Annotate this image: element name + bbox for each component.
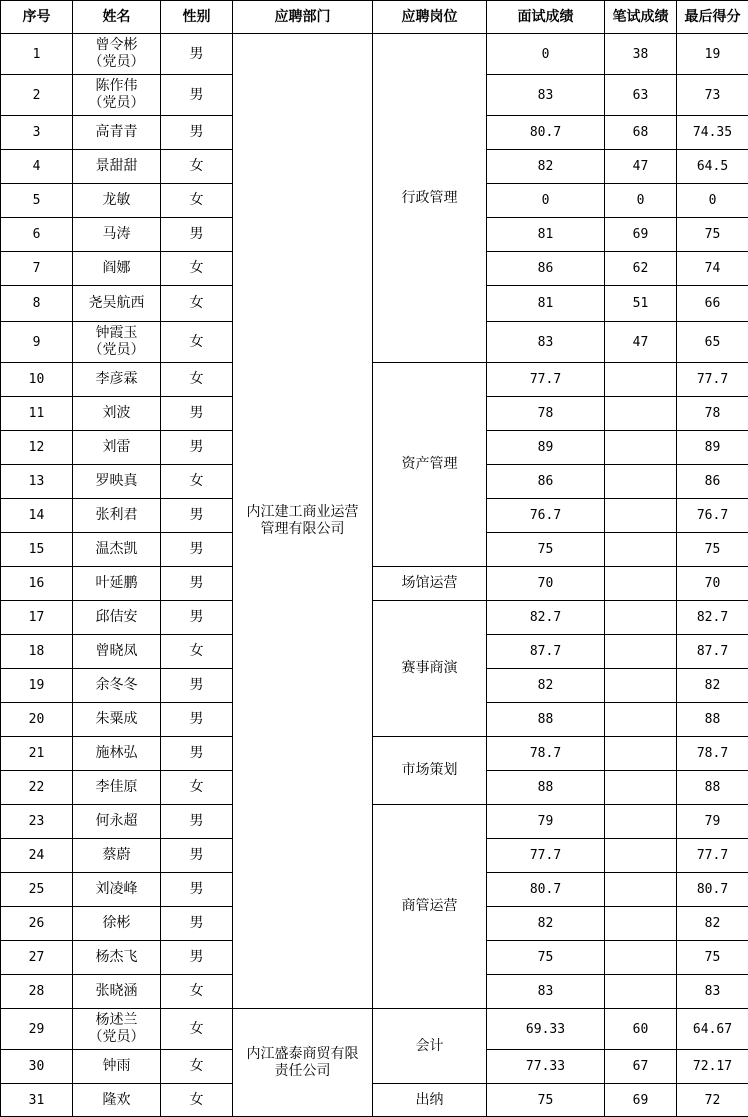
row-name: 刘雷 bbox=[73, 431, 161, 465]
row-gender: 女 bbox=[161, 771, 233, 805]
row-gender: 男 bbox=[161, 218, 233, 252]
row-final-score: 70 bbox=[677, 567, 748, 601]
header-position: 应聘岗位 bbox=[373, 1, 487, 34]
row-written-score: 60 bbox=[605, 1009, 677, 1050]
row-name: 隆欢 bbox=[73, 1084, 161, 1117]
row-no: 14 bbox=[1, 499, 73, 533]
row-no: 18 bbox=[1, 635, 73, 669]
header-name: 姓名 bbox=[73, 1, 161, 34]
table-row bbox=[1, 737, 748, 771]
row-name: 钟霞玉 （党员） bbox=[73, 322, 161, 363]
row-no: 4 bbox=[1, 150, 73, 184]
row-gender: 男 bbox=[161, 567, 233, 601]
row-no: 30 bbox=[1, 1050, 73, 1084]
row-name: 陈作伟 （党员） bbox=[73, 75, 161, 116]
row-name: 蔡蔚 bbox=[73, 839, 161, 873]
row-name: 罗映真 bbox=[73, 465, 161, 499]
row-interview-score: 80.7 bbox=[487, 873, 605, 907]
row-name: 阎娜 bbox=[73, 252, 161, 286]
table-row bbox=[1, 805, 748, 839]
table-body bbox=[1, 34, 748, 1117]
row-gender: 女 bbox=[161, 1009, 233, 1050]
row-interview-score: 86 bbox=[487, 465, 605, 499]
row-written-score bbox=[605, 737, 677, 771]
row-name: 李佳原 bbox=[73, 771, 161, 805]
row-department: 内江建工商业运营 管理有限公司 bbox=[233, 34, 373, 1009]
row-name: 刘凌峰 bbox=[73, 873, 161, 907]
row-interview-score: 78.7 bbox=[487, 737, 605, 771]
row-interview-score: 87.7 bbox=[487, 635, 605, 669]
table-row bbox=[1, 601, 748, 635]
row-interview-score: 86 bbox=[487, 252, 605, 286]
row-name: 马涛 bbox=[73, 218, 161, 252]
row-final-score: 72.17 bbox=[677, 1050, 748, 1084]
row-written-score bbox=[605, 941, 677, 975]
row-interview-score: 82 bbox=[487, 150, 605, 184]
row-position: 资产管理 bbox=[373, 363, 487, 567]
row-final-score: 86 bbox=[677, 465, 748, 499]
row-gender: 男 bbox=[161, 601, 233, 635]
table-row bbox=[1, 567, 748, 601]
row-final-score: 78.7 bbox=[677, 737, 748, 771]
row-no: 23 bbox=[1, 805, 73, 839]
row-final-score: 0 bbox=[677, 184, 748, 218]
row-interview-score: 76.7 bbox=[487, 499, 605, 533]
row-no: 5 bbox=[1, 184, 73, 218]
row-interview-score: 77.7 bbox=[487, 363, 605, 397]
row-final-score: 72 bbox=[677, 1084, 748, 1117]
row-name: 钟雨 bbox=[73, 1050, 161, 1084]
row-written-score: 47 bbox=[605, 322, 677, 363]
row-written-score bbox=[605, 839, 677, 873]
row-name: 何永超 bbox=[73, 805, 161, 839]
row-final-score: 82 bbox=[677, 907, 748, 941]
row-written-score bbox=[605, 397, 677, 431]
row-written-score: 63 bbox=[605, 75, 677, 116]
row-interview-score: 83 bbox=[487, 975, 605, 1009]
row-written-score: 69 bbox=[605, 1084, 677, 1117]
row-interview-score: 69.33 bbox=[487, 1009, 605, 1050]
row-name: 尧吴航西 bbox=[73, 286, 161, 322]
row-name: 高青青 bbox=[73, 116, 161, 150]
row-written-score bbox=[605, 431, 677, 465]
row-interview-score: 75 bbox=[487, 533, 605, 567]
row-no: 6 bbox=[1, 218, 73, 252]
row-written-score: 51 bbox=[605, 286, 677, 322]
row-name: 温杰凯 bbox=[73, 533, 161, 567]
row-final-score: 19 bbox=[677, 34, 748, 75]
row-position: 会计 bbox=[373, 1009, 487, 1084]
row-final-score: 74.35 bbox=[677, 116, 748, 150]
header-row bbox=[1, 1, 748, 34]
table-row bbox=[1, 1009, 748, 1050]
row-interview-score: 77.33 bbox=[487, 1050, 605, 1084]
row-written-score: 0 bbox=[605, 184, 677, 218]
row-interview-score: 70 bbox=[487, 567, 605, 601]
row-name: 曾令彬 （党员） bbox=[73, 34, 161, 75]
row-interview-score: 79 bbox=[487, 805, 605, 839]
row-gender: 男 bbox=[161, 34, 233, 75]
row-gender: 女 bbox=[161, 465, 233, 499]
row-no: 22 bbox=[1, 771, 73, 805]
row-final-score: 79 bbox=[677, 805, 748, 839]
row-no: 1 bbox=[1, 34, 73, 75]
row-gender: 男 bbox=[161, 839, 233, 873]
row-gender: 女 bbox=[161, 184, 233, 218]
table-row bbox=[1, 1084, 748, 1117]
row-final-score: 75 bbox=[677, 941, 748, 975]
row-no: 19 bbox=[1, 669, 73, 703]
row-written-score: 68 bbox=[605, 116, 677, 150]
row-interview-score: 88 bbox=[487, 703, 605, 737]
row-written-score bbox=[605, 499, 677, 533]
row-no: 24 bbox=[1, 839, 73, 873]
header-gender: 性别 bbox=[161, 1, 233, 34]
row-no: 9 bbox=[1, 322, 73, 363]
row-no: 2 bbox=[1, 75, 73, 116]
row-final-score: 82 bbox=[677, 669, 748, 703]
row-interview-score: 81 bbox=[487, 218, 605, 252]
row-gender: 女 bbox=[161, 1050, 233, 1084]
row-no: 11 bbox=[1, 397, 73, 431]
row-written-score: 69 bbox=[605, 218, 677, 252]
table-row bbox=[1, 34, 748, 75]
row-position: 场馆运营 bbox=[373, 567, 487, 601]
row-no: 17 bbox=[1, 601, 73, 635]
row-name: 龙敏 bbox=[73, 184, 161, 218]
row-gender: 女 bbox=[161, 286, 233, 322]
row-name: 刘波 bbox=[73, 397, 161, 431]
header-written: 笔试成绩 bbox=[605, 1, 677, 34]
row-no: 8 bbox=[1, 286, 73, 322]
row-no: 28 bbox=[1, 975, 73, 1009]
row-interview-score: 81 bbox=[487, 286, 605, 322]
row-gender: 男 bbox=[161, 431, 233, 465]
row-written-score bbox=[605, 363, 677, 397]
row-gender: 男 bbox=[161, 116, 233, 150]
row-gender: 女 bbox=[161, 150, 233, 184]
row-name: 朱粟成 bbox=[73, 703, 161, 737]
row-name: 杨杰飞 bbox=[73, 941, 161, 975]
row-no: 12 bbox=[1, 431, 73, 465]
row-gender: 女 bbox=[161, 363, 233, 397]
row-interview-score: 88 bbox=[487, 771, 605, 805]
row-interview-score: 78 bbox=[487, 397, 605, 431]
row-written-score: 62 bbox=[605, 252, 677, 286]
row-final-score: 66 bbox=[677, 286, 748, 322]
row-name: 李彦霖 bbox=[73, 363, 161, 397]
row-interview-score: 82.7 bbox=[487, 601, 605, 635]
row-written-score bbox=[605, 907, 677, 941]
row-gender: 男 bbox=[161, 75, 233, 116]
row-interview-score: 82 bbox=[487, 907, 605, 941]
row-gender: 男 bbox=[161, 499, 233, 533]
row-written-score: 67 bbox=[605, 1050, 677, 1084]
row-written-score bbox=[605, 975, 677, 1009]
row-no: 27 bbox=[1, 941, 73, 975]
row-gender: 男 bbox=[161, 533, 233, 567]
row-final-score: 78 bbox=[677, 397, 748, 431]
row-no: 31 bbox=[1, 1084, 73, 1117]
row-written-score bbox=[605, 567, 677, 601]
row-no: 26 bbox=[1, 907, 73, 941]
row-interview-score: 80.7 bbox=[487, 116, 605, 150]
row-gender: 男 bbox=[161, 907, 233, 941]
row-name: 施林弘 bbox=[73, 737, 161, 771]
row-no: 25 bbox=[1, 873, 73, 907]
row-position: 行政管理 bbox=[373, 34, 487, 363]
row-written-score bbox=[605, 533, 677, 567]
row-final-score: 87.7 bbox=[677, 635, 748, 669]
header-final: 最后得分 bbox=[677, 1, 748, 34]
row-written-score bbox=[605, 873, 677, 907]
row-final-score: 75 bbox=[677, 533, 748, 567]
row-interview-score: 83 bbox=[487, 322, 605, 363]
row-department: 内江盛泰商贸有限 责任公司 bbox=[233, 1009, 373, 1117]
row-interview-score: 83 bbox=[487, 75, 605, 116]
row-position: 市场策划 bbox=[373, 737, 487, 805]
row-name: 景甜甜 bbox=[73, 150, 161, 184]
row-gender: 女 bbox=[161, 252, 233, 286]
table-row bbox=[1, 363, 748, 397]
row-gender: 男 bbox=[161, 703, 233, 737]
row-name: 杨述兰 （党员） bbox=[73, 1009, 161, 1050]
header-interview: 面试成绩 bbox=[487, 1, 605, 34]
row-final-score: 74 bbox=[677, 252, 748, 286]
row-final-score: 82.7 bbox=[677, 601, 748, 635]
row-position: 出纳 bbox=[373, 1084, 487, 1117]
row-gender: 女 bbox=[161, 635, 233, 669]
row-name: 余冬冬 bbox=[73, 669, 161, 703]
row-name: 叶延鹏 bbox=[73, 567, 161, 601]
row-final-score: 64.5 bbox=[677, 150, 748, 184]
row-final-score: 77.7 bbox=[677, 363, 748, 397]
row-gender: 女 bbox=[161, 1084, 233, 1117]
header-no: 序号 bbox=[1, 1, 73, 34]
row-no: 20 bbox=[1, 703, 73, 737]
row-name: 曾晓凤 bbox=[73, 635, 161, 669]
row-interview-score: 0 bbox=[487, 34, 605, 75]
row-no: 16 bbox=[1, 567, 73, 601]
row-final-score: 88 bbox=[677, 771, 748, 805]
row-gender: 男 bbox=[161, 737, 233, 771]
row-no: 21 bbox=[1, 737, 73, 771]
row-name: 张晓涵 bbox=[73, 975, 161, 1009]
row-written-score bbox=[605, 465, 677, 499]
row-name: 张利君 bbox=[73, 499, 161, 533]
row-no: 10 bbox=[1, 363, 73, 397]
row-interview-score: 75 bbox=[487, 1084, 605, 1117]
row-no: 3 bbox=[1, 116, 73, 150]
row-gender: 女 bbox=[161, 322, 233, 363]
row-final-score: 64.67 bbox=[677, 1009, 748, 1050]
row-written-score bbox=[605, 601, 677, 635]
row-position: 赛事商演 bbox=[373, 601, 487, 737]
row-written-score bbox=[605, 703, 677, 737]
row-written-score: 38 bbox=[605, 34, 677, 75]
row-written-score bbox=[605, 805, 677, 839]
row-position: 商管运营 bbox=[373, 805, 487, 1009]
row-gender: 女 bbox=[161, 975, 233, 1009]
row-interview-score: 89 bbox=[487, 431, 605, 465]
row-no: 7 bbox=[1, 252, 73, 286]
row-final-score: 73 bbox=[677, 75, 748, 116]
row-gender: 男 bbox=[161, 941, 233, 975]
row-name: 徐彬 bbox=[73, 907, 161, 941]
row-final-score: 89 bbox=[677, 431, 748, 465]
row-gender: 男 bbox=[161, 397, 233, 431]
row-gender: 男 bbox=[161, 873, 233, 907]
row-final-score: 88 bbox=[677, 703, 748, 737]
row-interview-score: 75 bbox=[487, 941, 605, 975]
row-final-score: 80.7 bbox=[677, 873, 748, 907]
row-final-score: 77.7 bbox=[677, 839, 748, 873]
row-written-score bbox=[605, 635, 677, 669]
row-no: 15 bbox=[1, 533, 73, 567]
row-interview-score: 82 bbox=[487, 669, 605, 703]
row-written-score: 47 bbox=[605, 150, 677, 184]
row-gender: 男 bbox=[161, 669, 233, 703]
row-no: 29 bbox=[1, 1009, 73, 1050]
row-final-score: 65 bbox=[677, 322, 748, 363]
row-interview-score: 0 bbox=[487, 184, 605, 218]
row-final-score: 75 bbox=[677, 218, 748, 252]
row-name: 邱佶安 bbox=[73, 601, 161, 635]
row-final-score: 76.7 bbox=[677, 499, 748, 533]
row-written-score bbox=[605, 669, 677, 703]
header-department: 应聘部门 bbox=[233, 1, 373, 34]
row-final-score: 83 bbox=[677, 975, 748, 1009]
row-gender: 男 bbox=[161, 805, 233, 839]
row-no: 13 bbox=[1, 465, 73, 499]
row-interview-score: 77.7 bbox=[487, 839, 605, 873]
row-written-score bbox=[605, 771, 677, 805]
